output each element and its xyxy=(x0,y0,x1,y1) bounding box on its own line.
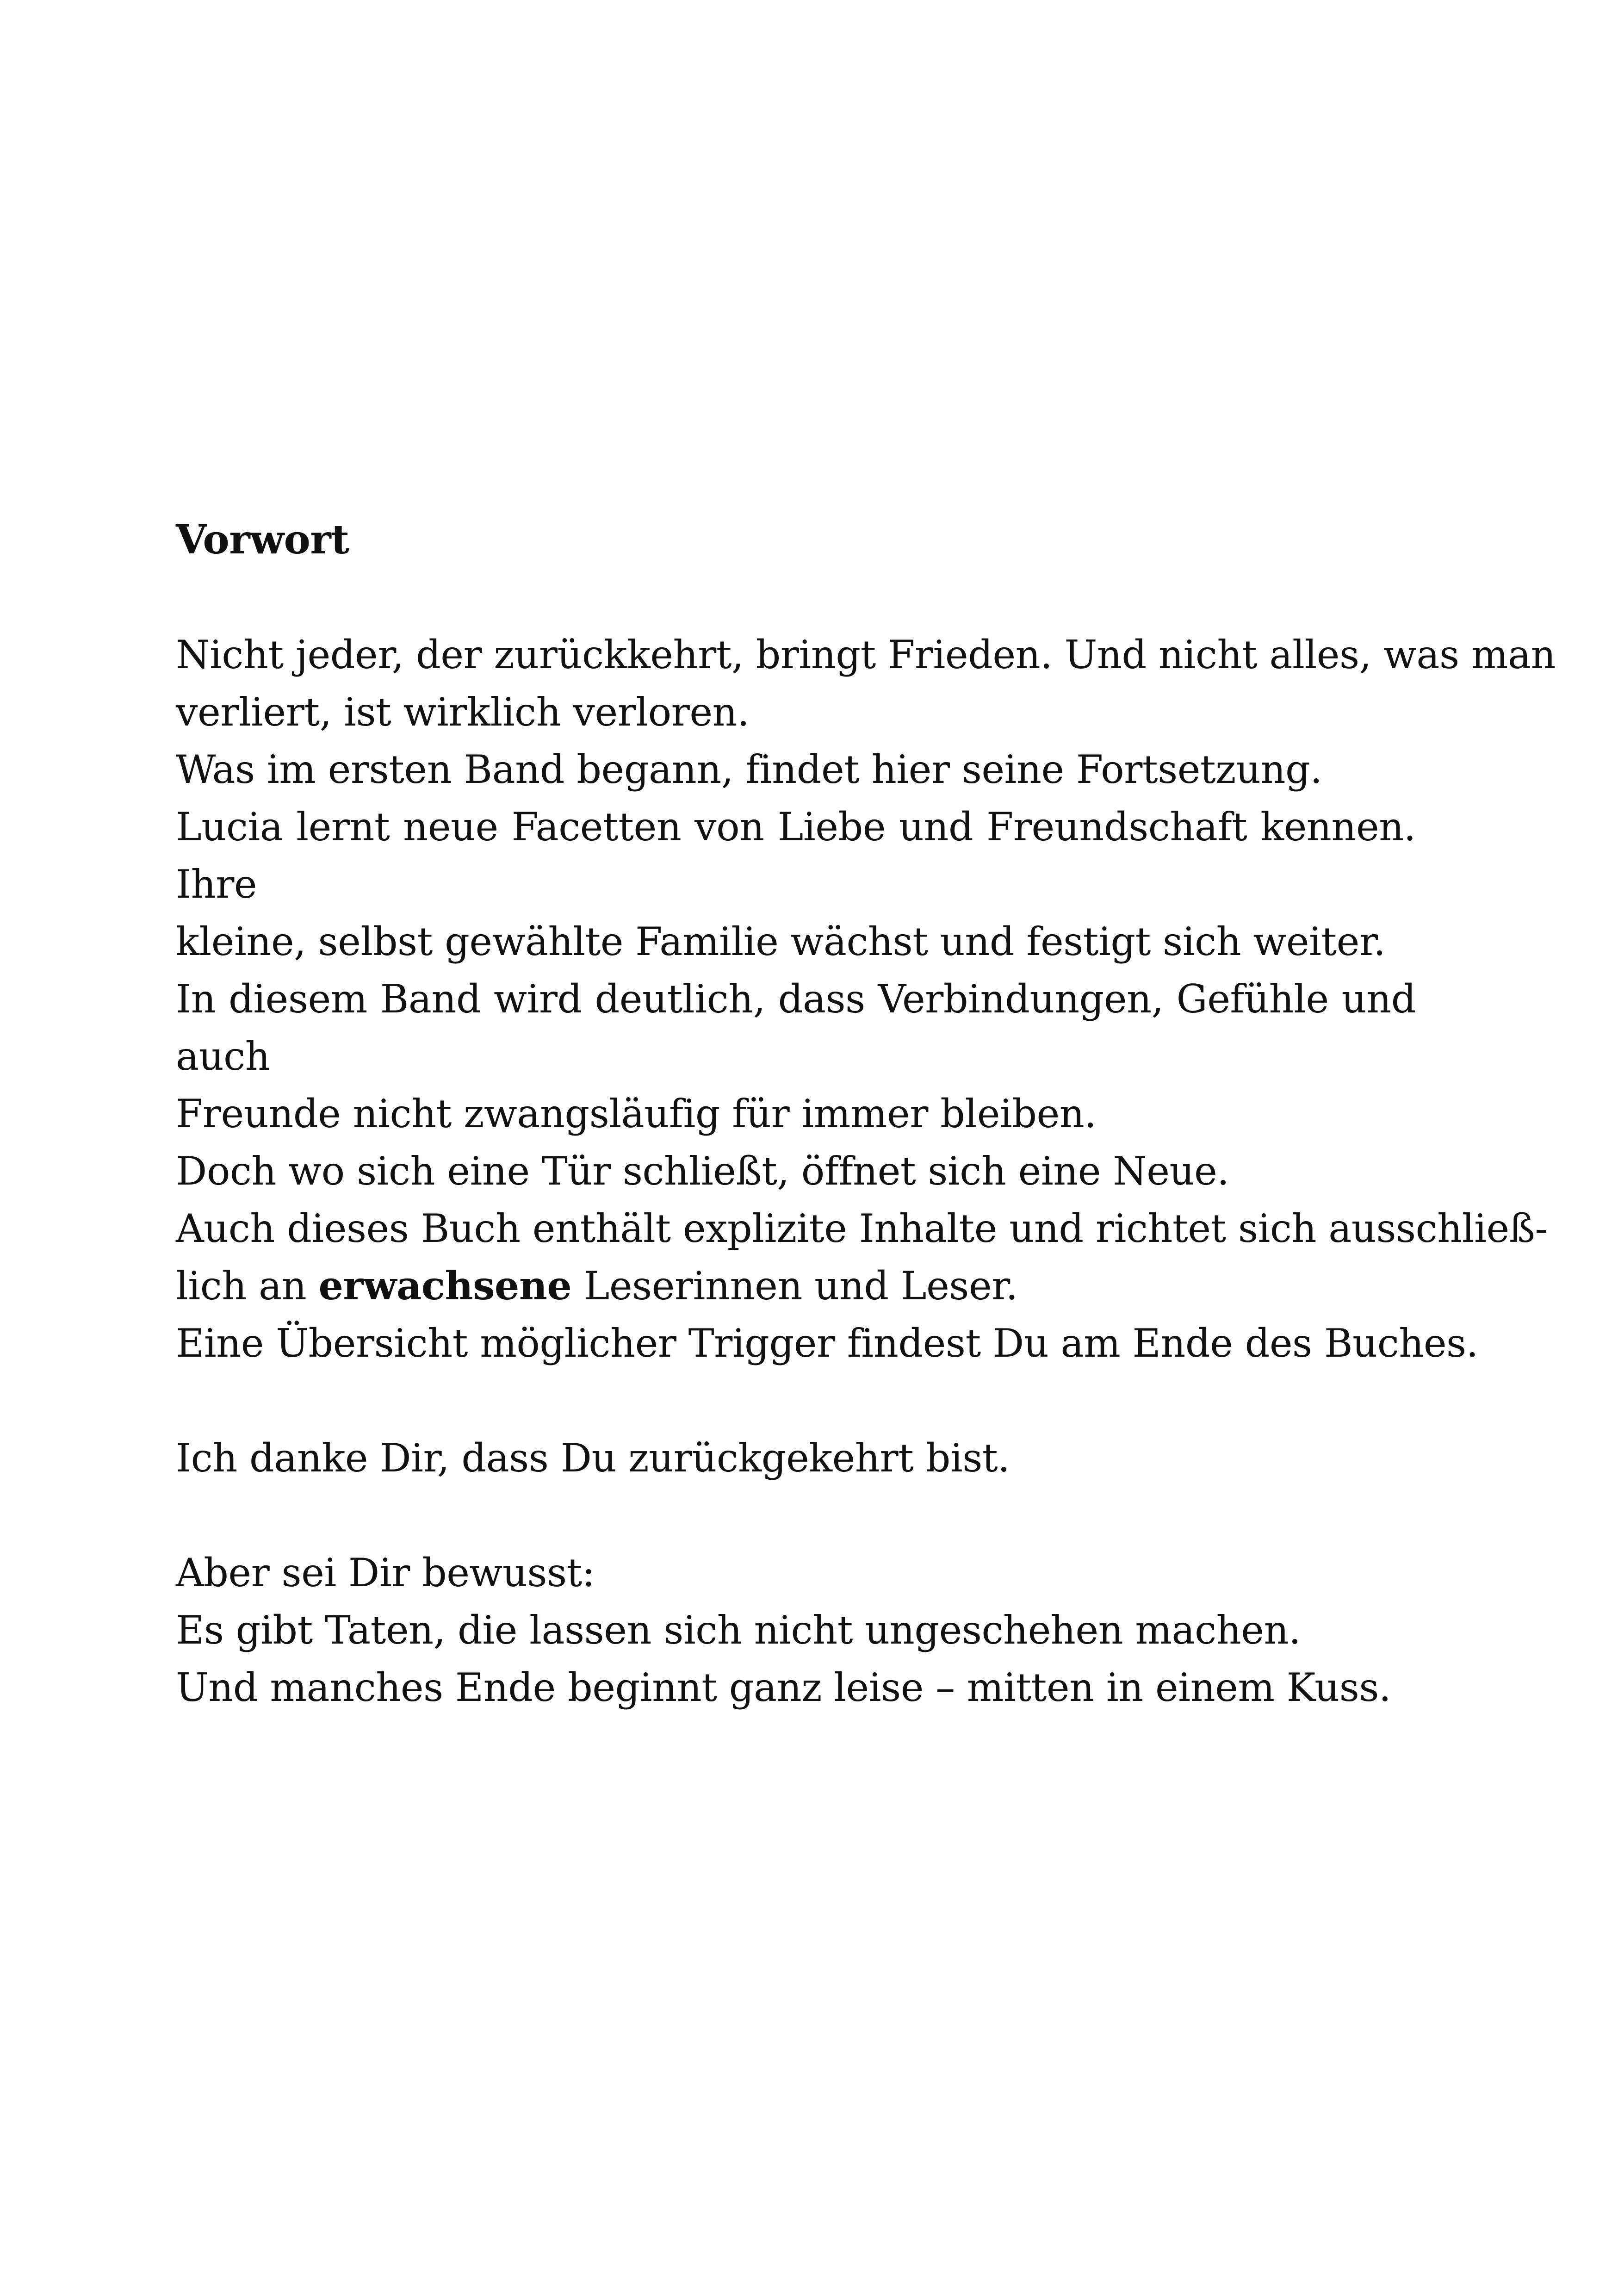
text-line: Aber sei Dir bewusst: xyxy=(176,1550,595,1595)
text-line: kleine, selbst gewählte Familie wächst und festigt sich weiter. xyxy=(176,919,1386,964)
paragraph-gap xyxy=(176,1372,1416,1429)
text-line: Auch dieses Buch enthält explizite Inhalte und richtet sich ausschließ- xyxy=(176,1206,1548,1251)
text-fragment: Leserinnen und Leser. xyxy=(571,1263,1018,1309)
foreword-text xyxy=(176,511,1556,1716)
text-line xyxy=(176,1257,1416,1315)
text-line: Es gibt Taten, die lassen sich nicht ungeschehen machen. xyxy=(176,1607,1301,1653)
text-line: Freunde nicht zwangsläufig für immer bleiben. xyxy=(176,1091,1097,1136)
text-line: Eine Übersicht möglicher Trigger findest Du am Ende des Buches. xyxy=(176,1321,1478,1366)
text-line: Nicht jeder, der zurückkehrt, bringt Frieden. Und nicht alles, was man xyxy=(176,632,1556,677)
text-line: In diesem Band wird deutlich, dass Verbindungen, Gefühle und auch xyxy=(176,976,1416,1079)
emphasis-text: erwachsene xyxy=(318,1263,572,1309)
paragraph-gap xyxy=(176,1487,1416,1544)
text-line: Ich danke Dir, dass Du zurückgekehrt bist. xyxy=(176,1435,1010,1481)
text-line: verliert, ist wirklich verloren. xyxy=(176,689,750,735)
text-line: Was im ersten Band begann, findet hier seine Fortsetzung. xyxy=(176,747,1322,792)
text-line: Und manches Ende beginnt ganz leise – mitten in einem Kuss. xyxy=(176,1665,1391,1710)
text-fragment: lich an xyxy=(176,1263,319,1309)
text-line: Lucia lernt neue Facetten von Liebe und Freundschaft kennen. Ihre xyxy=(176,804,1416,907)
text-line: Doch wo sich eine Tür schließt, öffnet sich eine Neue. xyxy=(176,1148,1229,1194)
page-title: Vorwort xyxy=(176,516,349,563)
